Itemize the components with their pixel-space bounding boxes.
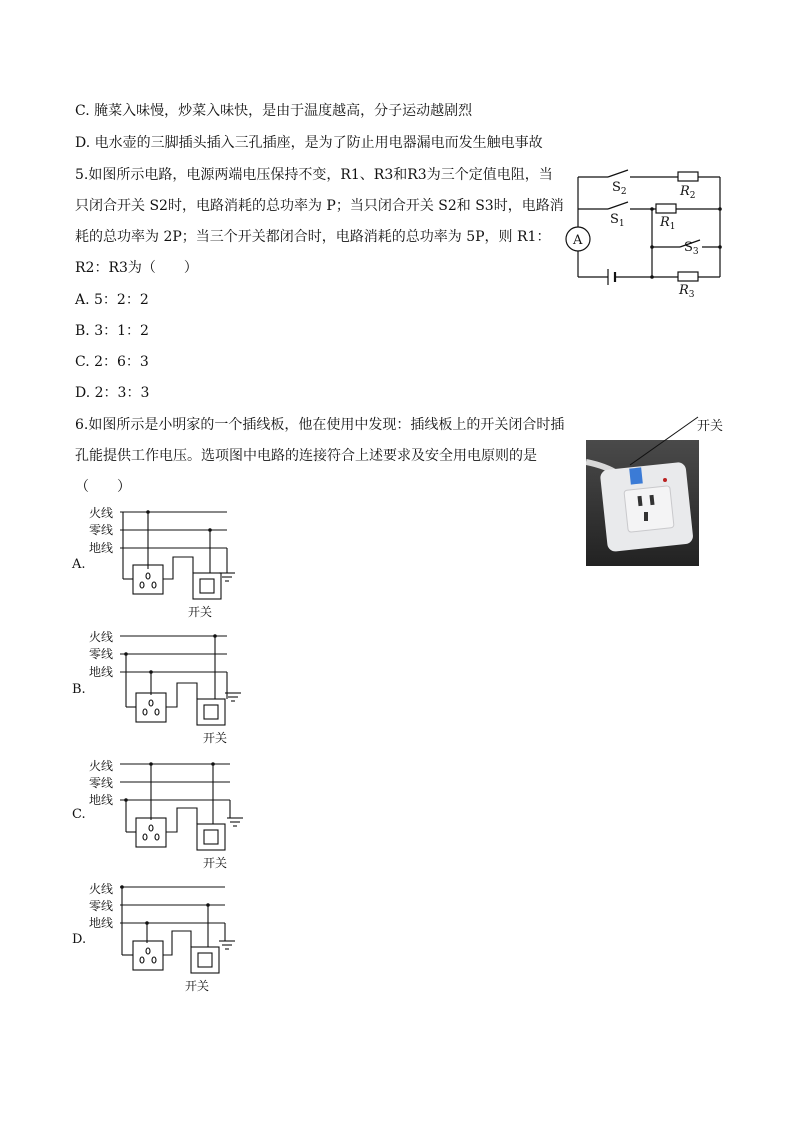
q6-option-a-diagram <box>85 503 255 623</box>
q5-option-c: C. 2：6：3 <box>75 354 149 370</box>
svg-text:零线: 零线 <box>89 776 114 790</box>
svg-text:开关: 开关 <box>203 731 228 745</box>
q5-option-b: B. 3：1：2 <box>75 323 149 339</box>
q5-stem-line-1: 5.如图所示电路，电源两端电压保持不变，R1、R3和R3为三个定值电阻，当 <box>75 167 553 183</box>
svg-text:R3: $R_3$ <box>679 283 695 300</box>
q6-option-c-diagram <box>85 752 255 872</box>
r1-label: R <box>660 215 670 230</box>
r2-label: R <box>680 184 690 199</box>
q5-option-a: A. 5：2：2 <box>75 292 149 308</box>
r3-label: R <box>679 283 689 298</box>
q6-option-c-label: C. <box>72 807 86 822</box>
svg-text:R1: $R_1$ <box>660 215 676 232</box>
switch-label: 开关 <box>188 605 213 619</box>
q5-stem-line-4: R2：R3为（ ） <box>75 260 198 276</box>
ammeter-label: A <box>573 233 583 248</box>
svg-text:火线: 火线 <box>89 630 114 644</box>
q6-option-d-diagram <box>85 877 255 997</box>
svg-text:零线: 零线 <box>89 647 114 661</box>
svg-text:S1: $S_1$ <box>610 212 625 229</box>
q6-option-b-label: B. <box>72 682 86 697</box>
q6-stem-line-1: 6.如图所示是小明家的一个插线板，他在使用中发现：插线板上的开关闭合时插 <box>75 417 565 433</box>
q5-stem-line-2: 只闭合开关 S2时，电路消耗的总功率为 P；当只闭合开关 S2和 S3时，电路消 <box>75 198 564 214</box>
s2-label: S <box>612 180 621 195</box>
q4-option-c: C. 腌菜入味慢，炒菜入味快，是由于温度越高，分子运动越剧烈 <box>75 103 473 119</box>
switch-button <box>629 467 643 484</box>
photo-switch-label: 开关 <box>697 419 724 434</box>
svg-text:R2: $R_2$ <box>680 184 696 201</box>
q5-circuit-diagram <box>560 165 740 300</box>
svg-text:地线: 地线 <box>89 665 114 679</box>
svg-text:地线: 地线 <box>89 793 114 807</box>
s1-label: S <box>610 212 619 227</box>
svg-text:S2: $S_2$ <box>612 180 627 197</box>
photo-pointer-line <box>630 415 700 465</box>
svg-text:零线: 零线 <box>89 899 114 913</box>
neutral-wire-label: 零线 <box>89 523 114 537</box>
svg-text:地线: 地线 <box>89 916 114 930</box>
q4-option-d: D. 电水壶的三脚插头插入三孔插座，是为了防止用电器漏电而发生触电事故 <box>75 135 543 151</box>
q6-stem-line-3: （ ） <box>75 479 131 495</box>
q6-stem-line-2: 孔能提供工作电压。选项图中电路的连接符合上述要求及安全用电原则的是 <box>75 448 537 464</box>
q5-stem-line-3: 耗的总功率为 2P；当三个开关都闭合时，电路消耗的总功率为 5P，则 R1： <box>75 229 551 245</box>
svg-text:开关: 开关 <box>185 979 210 993</box>
svg-text:S3: $S_3$ <box>684 240 699 257</box>
q5-option-d: D. 2：3：3 <box>75 385 150 401</box>
q6-option-d-label: D. <box>72 932 87 947</box>
q6-option-a-label: A. <box>72 557 86 572</box>
q6-option-b-diagram <box>85 627 255 747</box>
svg-text:火线: 火线 <box>89 882 114 896</box>
ground-wire-label: 地线 <box>89 541 114 555</box>
svg-text:开关: 开关 <box>203 856 228 870</box>
svg-text:火线: 火线 <box>89 759 114 773</box>
live-wire-label: 火线 <box>89 506 114 520</box>
s3-label: S <box>684 240 693 255</box>
